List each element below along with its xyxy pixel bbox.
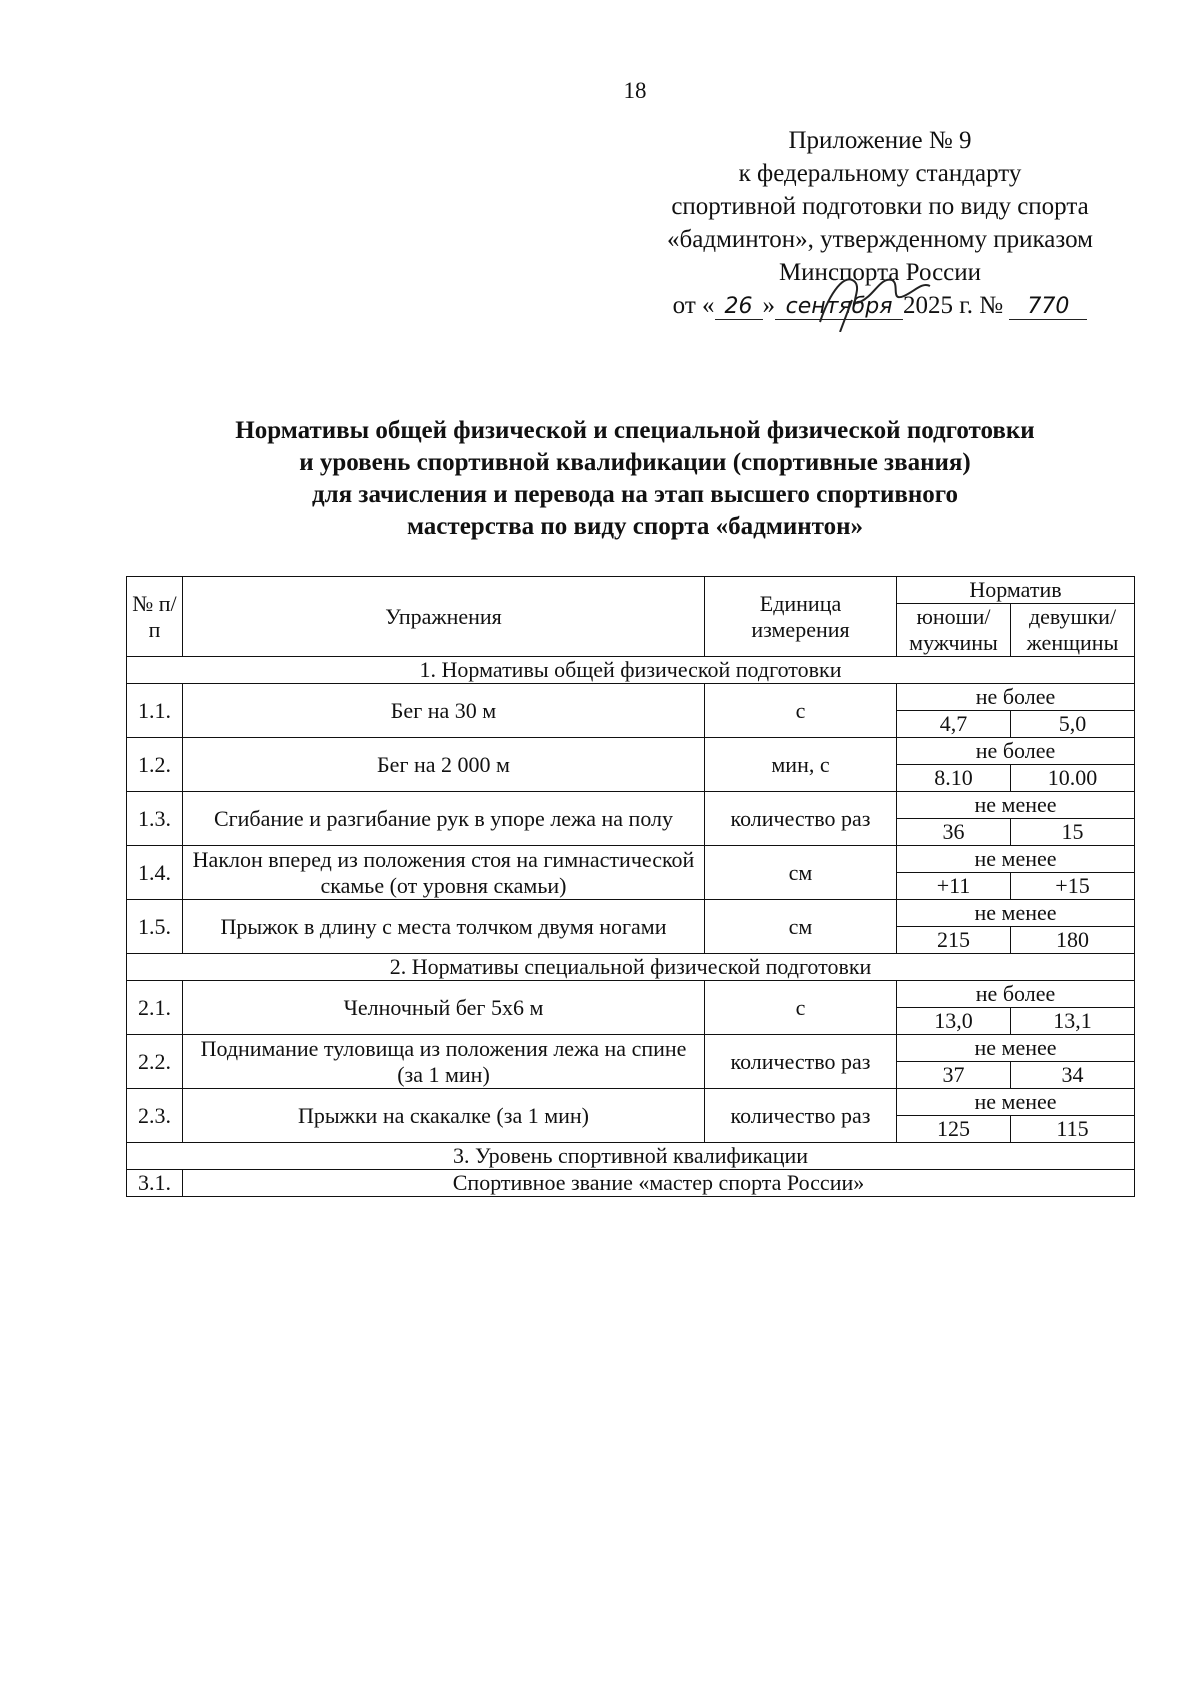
row-unit: количество раз — [705, 1035, 897, 1089]
table-row — [127, 684, 1135, 711]
row-unit: количество раз — [705, 792, 897, 846]
appendix-line: к федеральному стандарту — [738, 160, 1022, 187]
appendix-line: «бадминтон», утвержденному приказом — [667, 226, 1093, 253]
row-num: 2.3. — [127, 1089, 183, 1143]
row-exercise: Прыжок в длину с места толчком двумя ногами — [183, 900, 705, 954]
row-exercise: Сгибание и разгибание рук в упоре лежа на полу — [183, 792, 705, 846]
row-male-value: +11 — [897, 873, 1011, 900]
appendix-line: спортивной подготовки по виду спорта — [671, 193, 1089, 220]
row-male-value: 215 — [897, 927, 1011, 954]
row-unit: см — [705, 846, 897, 900]
row-limit: не более — [897, 684, 1135, 711]
header-male: юноши/ мужчины — [897, 604, 1011, 657]
row-limit: не менее — [897, 792, 1135, 819]
date-prefix: от « — [672, 292, 715, 319]
row-exercise: Бег на 2 000 м — [183, 738, 705, 792]
section-row — [127, 1143, 1135, 1170]
handwritten-order-number: 770 — [1009, 295, 1087, 320]
section-title: 2. Нормативы специальной физической подготовки — [127, 954, 1135, 981]
row-unit: количество раз — [705, 1089, 897, 1143]
header-norm: Норматив — [897, 577, 1135, 604]
row-limit: не менее — [897, 1089, 1135, 1116]
row-unit: см — [705, 900, 897, 954]
row-limit: не менее — [897, 846, 1135, 873]
row-unit: с — [705, 684, 897, 738]
row-num: 1.5. — [127, 900, 183, 954]
handwritten-month: сентября — [775, 295, 903, 320]
table-row — [127, 738, 1135, 765]
row-male-value: 8.10 — [897, 765, 1011, 792]
appendix-line: Минспорта России — [778, 259, 982, 286]
document-title — [0, 415, 1200, 543]
row-female-value: 180 — [1011, 927, 1135, 954]
row-female-value: 13,1 — [1011, 1008, 1135, 1035]
title-line: мастерства по виду спорта «бадминтон» — [406, 513, 864, 540]
section-row — [127, 657, 1135, 684]
row-female-value: 5,0 — [1011, 711, 1135, 738]
table-row — [127, 846, 1135, 873]
row-female-value: 15 — [1011, 819, 1135, 846]
row-num: 1.4. — [127, 846, 183, 900]
row-female-value: 10.00 — [1011, 765, 1135, 792]
section-title: 3. Уровень спортивной квалификации — [127, 1143, 1135, 1170]
row-num: 2.2. — [127, 1035, 183, 1089]
row-female-value: 34 — [1011, 1062, 1135, 1089]
handwritten-day: 26 — [715, 295, 763, 320]
row-male-value: 37 — [897, 1062, 1011, 1089]
table-row — [127, 1089, 1135, 1116]
row-unit: с — [705, 981, 897, 1035]
row-exercise: Бег на 30 м — [183, 684, 705, 738]
title-line: Нормативы общей физической и специальной физической подготовки — [235, 417, 1035, 444]
row-num: 2.1. — [127, 981, 183, 1035]
row-num: 1.1. — [127, 684, 183, 738]
row-unit: мин, с — [705, 738, 897, 792]
appendix-line: Приложение № 9 — [788, 127, 972, 154]
header-num: № п/п — [127, 577, 183, 657]
table-row — [127, 981, 1135, 1008]
row-female-value: 115 — [1011, 1116, 1135, 1143]
table-row — [127, 900, 1135, 927]
row-exercise: Челночный бег 5х6 м — [183, 981, 705, 1035]
row-num: 3.1. — [127, 1170, 183, 1197]
header-exercise: Упражнения — [183, 577, 705, 657]
row-limit: не менее — [897, 1035, 1135, 1062]
row-exercise: Прыжки на скакалке (за 1 мин) — [183, 1089, 705, 1143]
row-male-value: 36 — [897, 819, 1011, 846]
section-title: 1. Нормативы общей физической подготовки — [127, 657, 1135, 684]
row-num: 1.3. — [127, 792, 183, 846]
row-male-value: 125 — [897, 1116, 1011, 1143]
table-row — [127, 1170, 1135, 1197]
row-male-value: 4,7 — [897, 711, 1011, 738]
row-exercise: Наклон вперед из положения стоя на гимнастической скамье (от уровня скамьи) — [183, 846, 705, 900]
row-limit: не более — [897, 738, 1135, 765]
row-limit: не более — [897, 981, 1135, 1008]
header-female: девушки/ женщины — [1011, 604, 1135, 657]
norms-table — [126, 576, 1135, 1197]
section-row — [127, 954, 1135, 981]
row-text: Спортивное звание «мастер спорта России» — [183, 1170, 1135, 1197]
year-text: 2025 г. № — [903, 292, 1004, 319]
signature-icon — [800, 262, 940, 332]
row-female-value: +15 — [1011, 873, 1135, 900]
table-row — [127, 1035, 1135, 1062]
table-header-row — [127, 577, 1135, 604]
row-limit: не менее — [897, 900, 1135, 927]
title-line: для зачисления и перевода на этап высшего спортивного — [311, 481, 959, 508]
title-line: и уровень спортивной квалификации (спортивные звания) — [299, 449, 971, 476]
date-mid: » — [762, 292, 776, 319]
table-row — [127, 792, 1135, 819]
row-num: 1.2. — [127, 738, 183, 792]
table-body — [127, 657, 1135, 1197]
row-exercise: Поднимание туловища из положения лежа на спине (за 1 мин) — [183, 1035, 705, 1089]
page-number: 18 — [623, 78, 647, 103]
row-male-value: 13,0 — [897, 1008, 1011, 1035]
header-unit: Единица измерения — [705, 577, 897, 657]
